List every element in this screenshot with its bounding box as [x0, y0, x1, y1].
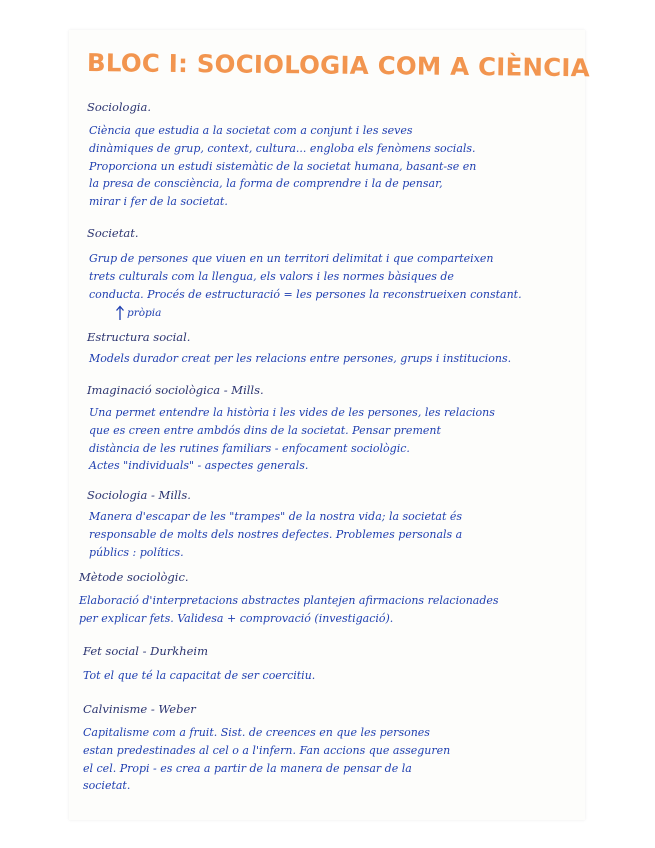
- page-title: BLOC I: SOCIOLOGIA COM A CIÈNCIA: [86, 48, 590, 83]
- annotation-propia: pròpia: [127, 307, 162, 319]
- section-body-sociologia: [89, 122, 476, 211]
- text-line: conducta. Procés de estructuració = les persones la reconstrueixen constant.: [89, 287, 522, 301]
- section-heading-sociologia-mills: Sociologia - Mills.: [87, 488, 191, 502]
- text-line: Manera d'escapar de les "trampes" de la nostra vida; la societat és: [89, 510, 463, 523]
- section-heading-sociologia: Sociologia.: [87, 100, 151, 114]
- text-line: Elaboració d'interpretacions abstractes plantejen afirmacions relacionades: [79, 594, 499, 607]
- text-line: Capitalisme com a fruit. Sist. de creences en que les persones: [83, 726, 430, 739]
- section-body-metode-sociologic: [79, 592, 499, 628]
- section-heading-fet-social: Fet social - Durkheim: [83, 644, 208, 658]
- text-line: Models durador creat per les relacions entre persones, grups i institucions.: [89, 352, 512, 365]
- text-line: distància de les rutines familiars - enfocament sociològic.: [89, 441, 410, 455]
- section-heading-estructura-social: Estructura social.: [87, 330, 191, 344]
- section-heading-societat: Societat.: [87, 226, 139, 240]
- section-body-societat: [89, 250, 522, 303]
- text-line: trets culturals com la llengua, els valors i les normes bàsiques de: [89, 269, 454, 283]
- text-line: Grup de persones que viuen en un territori delimitat i que comparteixen: [89, 252, 494, 265]
- text-line: Una permet entendre la història i les vides de les persones, les relacions: [89, 406, 495, 419]
- text-line: responsable de molts dels nostres defectes. Problemes personals a: [89, 527, 463, 541]
- section-heading-imaginacio-sociologica: Imaginació sociològica - Mills.: [87, 383, 264, 397]
- text-line: dinàmiques de grup, context, cultura... engloba els fenòmens socials.: [89, 141, 476, 155]
- section-body-imaginacio-sociologica: [89, 404, 495, 475]
- text-line: el cel. Propi - es crea a partir de la manera de pensar de la: [83, 761, 412, 775]
- section-body-calvinisme-weber: [83, 724, 450, 795]
- up-arrow-icon: [115, 305, 125, 321]
- text-line: Actes "individuals" - aspectes generals.: [89, 459, 309, 473]
- text-line: públics : polítics.: [89, 545, 184, 559]
- text-line: per explicar fets. Validesa + comprovació (investigació).: [79, 611, 394, 625]
- section-body-estructura-social: [89, 350, 511, 368]
- text-line: societat.: [83, 779, 131, 793]
- section-body-sociologia-mills: [89, 508, 462, 561]
- text-line: Tot el que té la capacitat de ser coercitiu.: [83, 669, 316, 682]
- text-line: Proporciona un estudi sistemàtic de la societat humana, basant-se en: [89, 159, 477, 173]
- section-heading-calvinisme-weber: Calvinisme - Weber: [83, 702, 196, 716]
- text-line: que es creen entre ambdós dins de la societat. Pensar prement: [89, 423, 441, 437]
- section-heading-metode-sociologic: Mètode sociològic.: [79, 570, 189, 584]
- text-line: la presa de consciència, la forma de comprendre i la de pensar,: [89, 177, 443, 191]
- notes-page: [69, 30, 590, 820]
- text-line: Ciència que estudia a la societat com a conjunt i les seves: [89, 124, 413, 137]
- section-body-fet-social: [83, 667, 315, 685]
- text-line: estan predestinades al cel o a l'infern. Fan accions que asseguren: [83, 743, 451, 757]
- text-line: mirar i fer de la societat.: [89, 195, 228, 209]
